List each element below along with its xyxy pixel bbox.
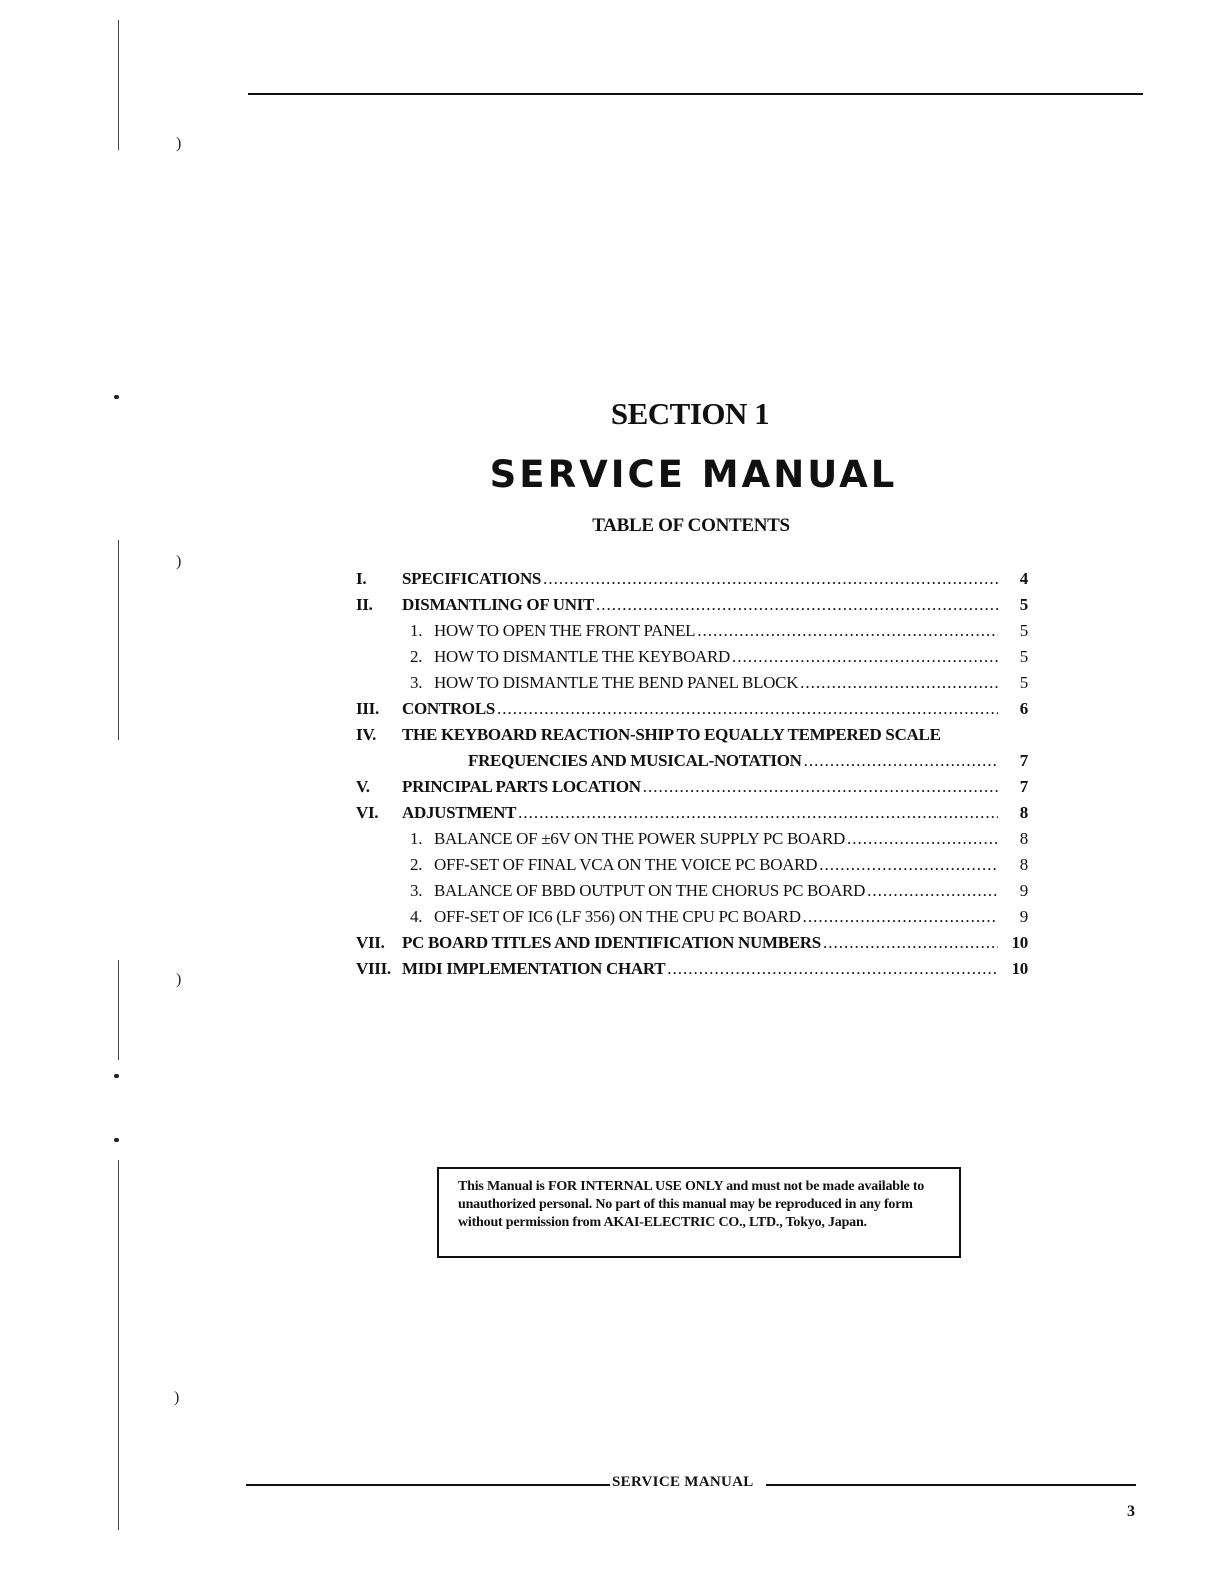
toc-entry[interactable] <box>356 800 1028 826</box>
toc-leader <box>867 878 998 904</box>
toc-leader <box>800 670 998 696</box>
toc-leader <box>819 852 998 878</box>
toc-page: 8 <box>1019 855 1028 874</box>
toc-page: 10 <box>1011 959 1028 978</box>
footer-rule-right <box>766 1484 1136 1486</box>
footer-rule-left <box>246 1484 610 1486</box>
manual-title: SERVICE MANUAL <box>489 453 898 496</box>
toc-entry[interactable] <box>356 566 1028 592</box>
toc-leader <box>518 800 998 826</box>
toc-leader <box>803 904 998 930</box>
toc-leader <box>823 930 998 956</box>
toc-number: 1. <box>410 829 423 848</box>
toc-page: 9 <box>1019 881 1028 900</box>
toc-leader <box>732 644 998 670</box>
toc-text: OFF-SET OF IC6 (LF 356) ON THE CPU PC BOARD <box>434 907 801 926</box>
footer-label: SERVICE MANUAL <box>612 1474 754 1490</box>
toc-text: FREQUENCIES AND MUSICAL-NOTATION <box>468 751 802 770</box>
toc-page: 9 <box>1019 907 1028 926</box>
toc-entry[interactable] <box>356 592 1028 618</box>
toc-page: 5 <box>1019 595 1028 614</box>
toc-subentry[interactable] <box>356 670 1028 696</box>
scan-speck <box>114 1074 119 1078</box>
toc-leader <box>804 748 998 774</box>
toc-text: SPECIFICATIONS <box>402 569 542 588</box>
toc-number: 4. <box>410 907 423 926</box>
toc-number: V. <box>356 777 370 796</box>
toc-subentry[interactable] <box>356 826 1028 852</box>
toc-number: III. <box>356 699 379 718</box>
toc-text: PC BOARD TITLES AND IDENTIFICATION NUMBERS <box>402 933 821 952</box>
toc-text: DISMANTLING OF UNIT <box>402 595 595 614</box>
page-number: 3 <box>1127 1503 1135 1520</box>
top-rule <box>248 93 1143 95</box>
toc-number: VIII. <box>356 959 391 978</box>
toc-number: I. <box>356 569 367 588</box>
toc-page: 4 <box>1019 569 1028 588</box>
scan-speck <box>114 1138 119 1142</box>
toc-leader <box>847 826 998 852</box>
table-of-contents <box>356 566 1028 982</box>
toc-text: ADJUSTMENT <box>402 803 517 822</box>
toc-entry[interactable] <box>356 722 1028 748</box>
binder-edge-line <box>118 540 119 740</box>
toc-entry[interactable] <box>356 696 1028 722</box>
toc-leader <box>667 956 998 982</box>
toc-leader <box>643 774 998 800</box>
toc-number: II. <box>356 595 373 614</box>
toc-text: PRINCIPAL PARTS LOCATION <box>402 777 641 796</box>
binder-hole-mark: ) <box>176 553 182 570</box>
toc-number: 2. <box>410 855 423 874</box>
toc-leader <box>596 592 998 618</box>
toc-number: 1. <box>410 621 423 640</box>
toc-page: 5 <box>1019 621 1028 640</box>
toc-subentry[interactable] <box>356 904 1028 930</box>
toc-number: 2. <box>410 647 423 666</box>
toc-subentry[interactable] <box>356 878 1028 904</box>
toc-entry[interactable] <box>356 930 1028 956</box>
toc-subentry[interactable] <box>356 852 1028 878</box>
toc-entry[interactable] <box>356 774 1028 800</box>
toc-page: 5 <box>1019 673 1028 692</box>
toc-text: BALANCE OF BBD OUTPUT ON THE CHORUS PC BOARD <box>434 881 866 900</box>
toc-subentry[interactable] <box>356 644 1028 670</box>
toc-text: THE KEYBOARD REACTION-SHIP TO EQUALLY TEMPERED SCALE <box>402 725 941 744</box>
toc-page: 5 <box>1019 647 1028 666</box>
binder-edge-line <box>118 20 119 150</box>
section-title: SECTION 1 <box>610 396 770 431</box>
toc-entry-continuation[interactable] <box>356 748 1028 774</box>
toc-number: 3. <box>410 673 423 692</box>
binder-hole-mark: ) <box>176 971 182 988</box>
toc-leader <box>543 566 998 592</box>
binder-hole-mark: ) <box>176 135 182 152</box>
toc-page: 8 <box>1019 829 1028 848</box>
toc-text: MIDI IMPLEMENTATION CHART <box>402 959 666 978</box>
toc-subentry[interactable] <box>356 618 1028 644</box>
toc-number: IV. <box>356 725 377 744</box>
toc-text: OFF-SET OF FINAL VCA ON THE VOICE PC BOARD <box>434 855 818 874</box>
toc-number: 3. <box>410 881 423 900</box>
toc-page: 7 <box>1019 777 1028 796</box>
toc-number: VII. <box>356 933 385 952</box>
toc-text: BALANCE OF ±6V ON THE POWER SUPPLY PC BOARD <box>434 829 845 848</box>
toc-text: HOW TO OPEN THE FRONT PANEL <box>434 621 696 640</box>
toc-text: HOW TO DISMANTLE THE KEYBOARD <box>434 647 731 666</box>
toc-number: VI. <box>356 803 379 822</box>
toc-text: HOW TO DISMANTLE THE BEND PANEL BLOCK <box>434 673 799 692</box>
toc-page: 6 <box>1019 699 1028 718</box>
toc-leader <box>497 696 998 722</box>
toc-page: 7 <box>1019 751 1028 770</box>
toc-entry[interactable] <box>356 956 1028 982</box>
toc-page: 10 <box>1011 933 1028 952</box>
binder-edge-line <box>118 960 119 1060</box>
toc-page: 8 <box>1019 803 1028 822</box>
binder-edge-line <box>118 1160 119 1530</box>
toc-title: TABLE OF CONTENTS <box>592 515 790 536</box>
toc-text: CONTROLS <box>402 699 496 718</box>
toc-leader <box>697 618 998 644</box>
internal-use-notice: This Manual is FOR INTERNAL USE ONLY and must not be made available to unauthorized personal. No part of this manual may be reproduced in any form without permission from AKAI-ELECTRIC CO., LTD., Tokyo, Japan. <box>437 1167 961 1258</box>
binder-hole-mark: ) <box>174 1389 180 1406</box>
